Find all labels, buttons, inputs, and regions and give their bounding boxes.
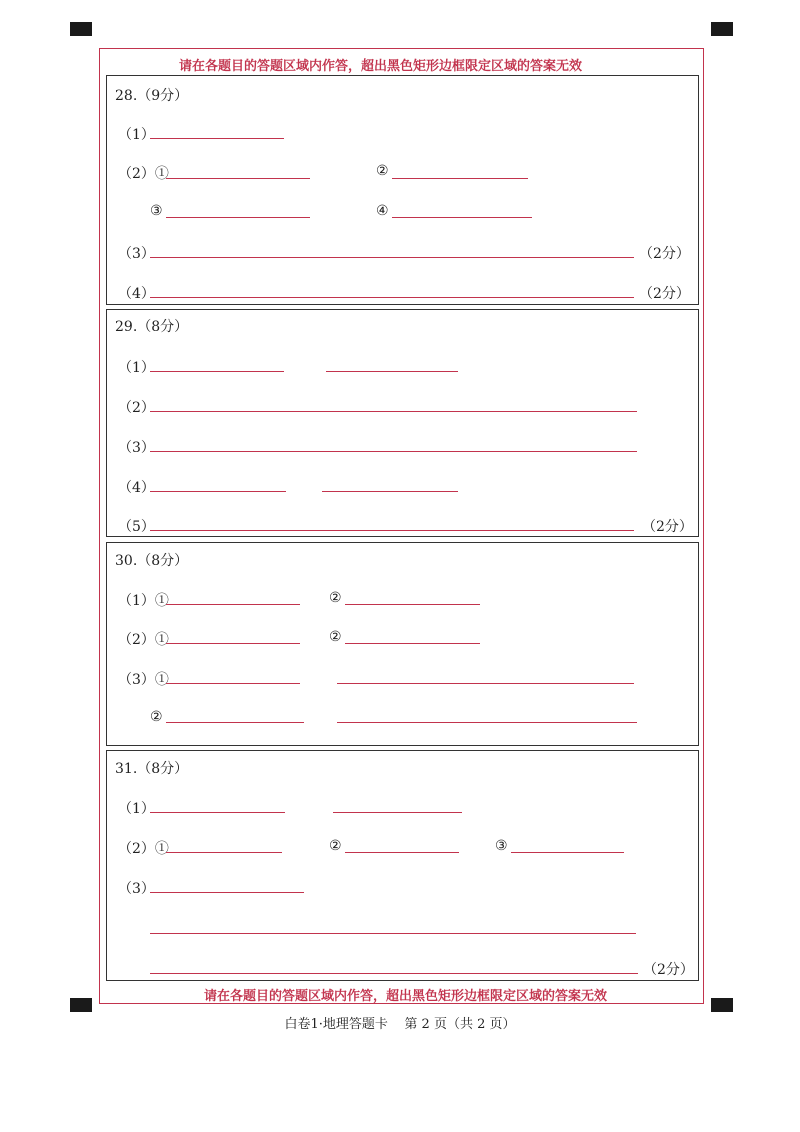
registration-mark-bottom-left	[70, 998, 92, 1012]
q30-part-2-answer-line-1[interactable]	[166, 643, 300, 644]
q30-part-3-item-2-label: ②	[150, 709, 163, 725]
question-31-title: 31.（8分）	[115, 761, 189, 777]
q30-part-1-answer-line-2[interactable]	[345, 604, 480, 605]
q31-part-2-answer-line-2[interactable]	[345, 852, 459, 853]
q30-part-3-answer-line-4[interactable]	[337, 722, 637, 723]
q28-part-2-item-3-label: ③	[150, 203, 163, 219]
q31-part-1-answer-line-2[interactable]	[333, 812, 462, 813]
q30-part-2-label: （2）①	[118, 632, 169, 648]
q28-part-3-label: （3）	[118, 246, 155, 262]
q28-part-2-answer-line-4[interactable]	[392, 217, 532, 218]
q28-part-1-answer-line[interactable]	[150, 138, 284, 139]
q31-part-2-answer-line-1[interactable]	[166, 852, 282, 853]
q30-part-3-answer-line-1[interactable]	[166, 683, 300, 684]
q28-part-1-label: （1）	[118, 127, 155, 143]
q30-part-1-item-2-label: ②	[329, 590, 342, 606]
question-30-title: 30.（8分）	[115, 553, 189, 569]
q31-part-2-item-3-label: ③	[495, 838, 508, 854]
q28-part-3-answer-line[interactable]	[150, 257, 634, 258]
q28-part-3-points: （2分）	[639, 246, 690, 262]
q28-part-4-answer-line[interactable]	[150, 297, 634, 298]
notice-top: 请在各题目的答题区域内作答，超出黑色矩形边框限定区域的答案无效	[179, 59, 583, 74]
q30-part-3-label: （3）①	[118, 672, 169, 688]
q29-part-1-answer-line-2[interactable]	[326, 371, 458, 372]
q29-part-4-answer-line-1[interactable]	[150, 491, 286, 492]
q31-part-3-points: （2分）	[643, 962, 694, 978]
question-31-box	[106, 750, 699, 981]
q28-part-4-label: （4）	[118, 286, 155, 302]
registration-mark-bottom-right	[711, 998, 733, 1012]
q28-part-2-answer-line-2[interactable]	[392, 178, 528, 179]
q29-part-2-answer-line[interactable]	[150, 411, 637, 412]
q30-part-1-answer-line-1[interactable]	[166, 604, 300, 605]
question-30-box	[106, 542, 699, 746]
q30-part-2-answer-line-2[interactable]	[345, 643, 480, 644]
registration-mark-top-left	[70, 22, 92, 36]
q29-part-5-label: （5）	[118, 519, 155, 535]
q29-part-2-label: （2）	[118, 400, 155, 416]
q30-part-1-label: （1）①	[118, 593, 169, 609]
q29-part-3-label: （3）	[118, 440, 155, 456]
q28-part-2-item-4-label: ④	[376, 203, 389, 219]
q31-part-2-answer-line-3[interactable]	[511, 852, 624, 853]
q28-part-4-points: （2分）	[639, 286, 690, 302]
q29-part-5-answer-line[interactable]	[150, 530, 634, 531]
q28-part-2-item-2-label: ②	[376, 163, 389, 179]
page-footer: 白卷1·地理答题卡 第 2 页（共 2 页）	[284, 1017, 516, 1032]
q31-part-1-answer-line-1[interactable]	[150, 812, 285, 813]
q28-part-2-answer-line-3[interactable]	[166, 217, 310, 218]
question-29-title: 29.（8分）	[115, 319, 189, 335]
q31-part-3-answer-line-2[interactable]	[150, 933, 636, 934]
q29-part-1-answer-line-1[interactable]	[150, 371, 284, 372]
q29-part-5-points: （2分）	[642, 519, 693, 535]
question-29-box	[106, 309, 699, 537]
q29-part-4-answer-line-2[interactable]	[322, 491, 458, 492]
q29-part-3-answer-line[interactable]	[150, 451, 637, 452]
q28-part-2-label: （2）①	[118, 166, 169, 182]
q28-part-2-answer-line-1[interactable]	[166, 178, 310, 179]
question-28-box	[106, 75, 699, 305]
q31-part-3-answer-line-1[interactable]	[150, 892, 304, 893]
q29-part-4-label: （4）	[118, 480, 155, 496]
q30-part-3-answer-line-3[interactable]	[166, 722, 304, 723]
notice-bottom: 请在各题目的答题区域内作答，超出黑色矩形边框限定区域的答案无效	[204, 989, 608, 1004]
q31-part-2-item-2-label: ②	[329, 838, 342, 854]
question-28-title: 28.（9分）	[115, 88, 189, 104]
q30-part-3-answer-line-2[interactable]	[337, 683, 634, 684]
q31-part-3-label: （3）	[118, 881, 155, 897]
registration-mark-top-right	[711, 22, 733, 36]
q31-part-2-label: （2）①	[118, 841, 169, 857]
q31-part-3-answer-line-3[interactable]	[150, 973, 638, 974]
q29-part-1-label: （1）	[118, 360, 155, 376]
q31-part-1-label: （1）	[118, 801, 155, 817]
q30-part-2-item-2-label: ②	[329, 629, 342, 645]
